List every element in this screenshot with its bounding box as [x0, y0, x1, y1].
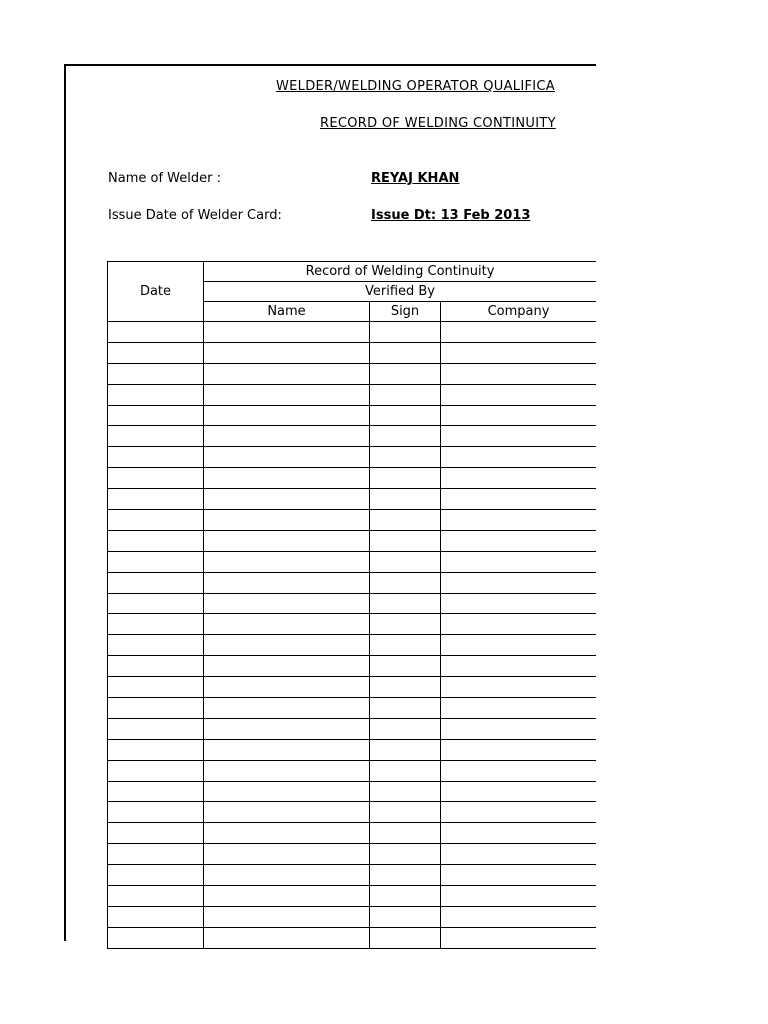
name-cell: [204, 363, 370, 384]
name-cell: [204, 551, 370, 572]
sign-cell: [370, 698, 441, 719]
date-cell: [108, 865, 204, 886]
table-row: [108, 530, 597, 551]
table-row: [108, 322, 597, 343]
company-cell: [441, 384, 597, 405]
name-cell: [204, 844, 370, 865]
name-cell: [204, 635, 370, 656]
continuity-record-table: [107, 261, 596, 949]
name-cell: [204, 927, 370, 948]
table-row: [108, 739, 597, 760]
table-header-row-1: [108, 262, 597, 282]
document-title: WELDER/WELDING OPERATOR QUALIFICA: [276, 79, 555, 94]
table-row: [108, 781, 597, 802]
name-cell: [204, 384, 370, 405]
company-cell: [441, 426, 597, 447]
sign-cell: [370, 551, 441, 572]
name-cell: [204, 489, 370, 510]
sign-cell: [370, 468, 441, 489]
date-cell: [108, 927, 204, 948]
company-cell: [441, 447, 597, 468]
sign-cell: [370, 510, 441, 531]
date-cell: [108, 781, 204, 802]
date-cell: [108, 489, 204, 510]
table-row: [108, 426, 597, 447]
name-cell: [204, 781, 370, 802]
name-cell: [204, 468, 370, 489]
sign-cell: [370, 802, 441, 823]
date-cell: [108, 510, 204, 531]
company-cell: [441, 614, 597, 635]
date-cell: [108, 342, 204, 363]
date-cell: [108, 405, 204, 426]
table-row: [108, 572, 597, 593]
sign-cell: [370, 886, 441, 907]
verified-by-header: Verified By: [204, 282, 597, 302]
company-cell: [441, 886, 597, 907]
date-cell: [108, 384, 204, 405]
issue-date-value: Issue Dt: 13 Feb 2013: [371, 208, 531, 223]
table-row: [108, 593, 597, 614]
table-row: [108, 551, 597, 572]
name-cell: [204, 760, 370, 781]
sign-cell: [370, 489, 441, 510]
name-cell: [204, 593, 370, 614]
company-cell: [441, 593, 597, 614]
table-row: [108, 447, 597, 468]
sign-cell: [370, 823, 441, 844]
sign-cell: [370, 363, 441, 384]
sign-cell: [370, 447, 441, 468]
name-cell: [204, 886, 370, 907]
date-column-header: Date: [108, 262, 204, 322]
date-cell: [108, 530, 204, 551]
name-cell: [204, 530, 370, 551]
name-cell: [204, 823, 370, 844]
sign-cell: [370, 677, 441, 698]
name-cell: [204, 614, 370, 635]
sign-cell: [370, 405, 441, 426]
company-cell: [441, 510, 597, 531]
name-cell: [204, 510, 370, 531]
company-cell: [441, 363, 597, 384]
sign-cell: [370, 426, 441, 447]
group-header: Record of Welding Continuity: [204, 262, 597, 282]
company-cell: [441, 405, 597, 426]
date-cell: [108, 656, 204, 677]
table-row: [108, 906, 597, 927]
company-cell: [441, 342, 597, 363]
date-cell: [108, 906, 204, 927]
table-row: [108, 363, 597, 384]
sign-cell: [370, 614, 441, 635]
name-cell: [204, 906, 370, 927]
table-row: [108, 635, 597, 656]
company-cell: [441, 718, 597, 739]
table-row: [108, 802, 597, 823]
table-row: [108, 718, 597, 739]
date-cell: [108, 739, 204, 760]
name-cell: [204, 342, 370, 363]
date-cell: [108, 718, 204, 739]
table-row: [108, 489, 597, 510]
table-row: [108, 823, 597, 844]
company-cell: [441, 906, 597, 927]
name-cell: [204, 656, 370, 677]
company-cell: [441, 530, 597, 551]
company-cell: [441, 844, 597, 865]
sign-cell: [370, 865, 441, 886]
sign-cell: [370, 635, 441, 656]
welder-name-value: REYAJ KHAN: [371, 171, 460, 186]
sign-cell: [370, 760, 441, 781]
company-cell: [441, 927, 597, 948]
issue-date-label: Issue Date of Welder Card:: [108, 208, 282, 223]
sign-cell: [370, 572, 441, 593]
name-cell: [204, 405, 370, 426]
sign-cell: [370, 322, 441, 343]
table-row: [108, 468, 597, 489]
sign-column-header: Sign: [370, 302, 441, 322]
page-border-top: [64, 64, 596, 66]
sign-cell: [370, 656, 441, 677]
company-cell: [441, 760, 597, 781]
table-row: [108, 342, 597, 363]
company-cell: [441, 677, 597, 698]
sign-cell: [370, 530, 441, 551]
table-row: [108, 927, 597, 948]
date-cell: [108, 363, 204, 384]
name-cell: [204, 677, 370, 698]
company-cell: [441, 551, 597, 572]
date-cell: [108, 844, 204, 865]
sign-cell: [370, 342, 441, 363]
name-cell: [204, 572, 370, 593]
table-row: [108, 865, 597, 886]
name-cell: [204, 698, 370, 719]
date-cell: [108, 426, 204, 447]
name-column-header: Name: [204, 302, 370, 322]
company-cell: [441, 739, 597, 760]
date-cell: [108, 551, 204, 572]
document-subtitle: RECORD OF WELDING CONTINUITY: [320, 116, 556, 131]
company-cell: [441, 468, 597, 489]
page-border-left: [64, 64, 66, 941]
date-cell: [108, 468, 204, 489]
date-cell: [108, 677, 204, 698]
date-cell: [108, 886, 204, 907]
date-cell: [108, 823, 204, 844]
company-cell: [441, 823, 597, 844]
date-cell: [108, 322, 204, 343]
sign-cell: [370, 739, 441, 760]
date-cell: [108, 572, 204, 593]
name-cell: [204, 865, 370, 886]
company-cell: [441, 865, 597, 886]
name-cell: [204, 426, 370, 447]
date-cell: [108, 447, 204, 468]
date-cell: [108, 698, 204, 719]
sign-cell: [370, 906, 441, 927]
date-cell: [108, 593, 204, 614]
table-row: [108, 614, 597, 635]
sign-cell: [370, 844, 441, 865]
table-row: [108, 886, 597, 907]
name-cell: [204, 322, 370, 343]
table-row: [108, 844, 597, 865]
company-cell: [441, 572, 597, 593]
table-row: [108, 698, 597, 719]
welder-name-label: Name of Welder :: [108, 171, 221, 186]
table-row: [108, 656, 597, 677]
company-cell: [441, 322, 597, 343]
date-cell: [108, 614, 204, 635]
table-row: [108, 405, 597, 426]
name-cell: [204, 718, 370, 739]
company-cell: [441, 781, 597, 802]
table-row: [108, 510, 597, 531]
table-row: [108, 384, 597, 405]
date-cell: [108, 760, 204, 781]
table-row: [108, 760, 597, 781]
sign-cell: [370, 384, 441, 405]
name-cell: [204, 447, 370, 468]
sign-cell: [370, 593, 441, 614]
sign-cell: [370, 927, 441, 948]
name-cell: [204, 739, 370, 760]
date-cell: [108, 802, 204, 823]
company-cell: [441, 635, 597, 656]
table-row: [108, 677, 597, 698]
company-column-header: Company: [441, 302, 597, 322]
sign-cell: [370, 718, 441, 739]
company-cell: [441, 656, 597, 677]
company-cell: [441, 698, 597, 719]
sign-cell: [370, 781, 441, 802]
company-cell: [441, 489, 597, 510]
date-cell: [108, 635, 204, 656]
company-cell: [441, 802, 597, 823]
name-cell: [204, 802, 370, 823]
